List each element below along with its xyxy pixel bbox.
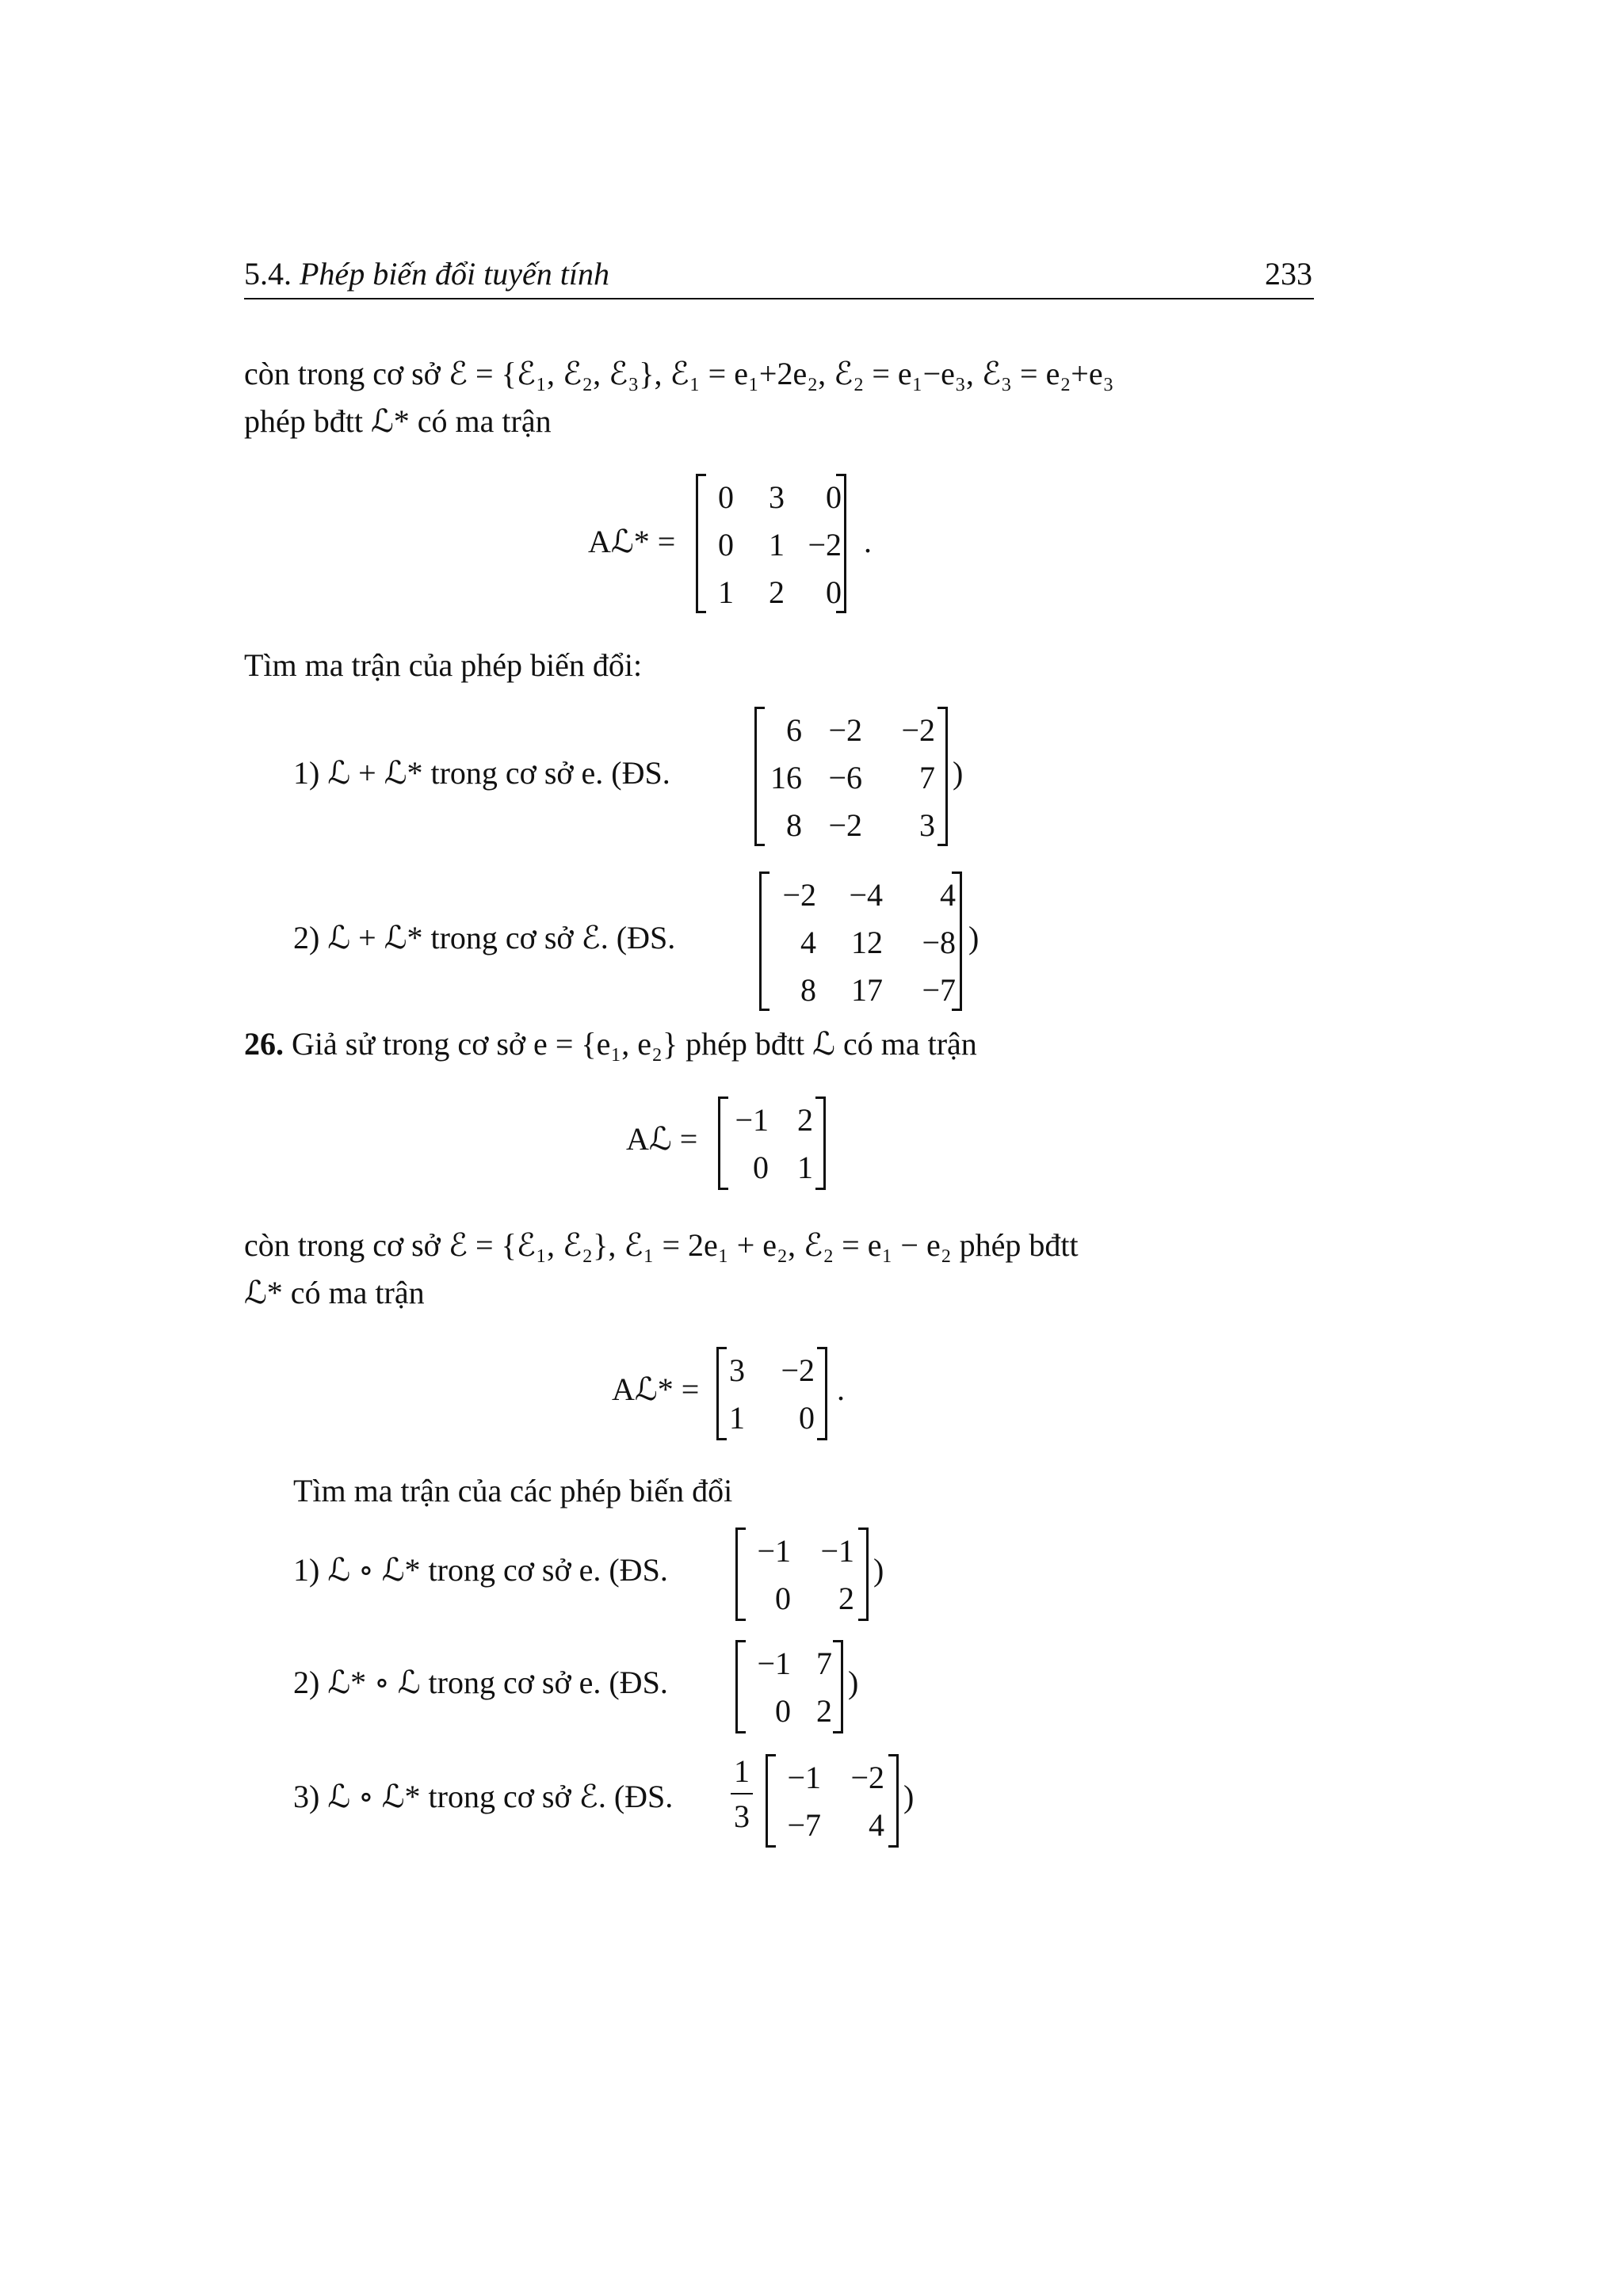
- problem-number: 26.: [244, 1026, 284, 1062]
- matrix-cell: −1: [757, 1533, 791, 1569]
- matrix-cell: 3: [919, 807, 935, 843]
- answer-matrix-26-1: [735, 1527, 869, 1621]
- answer-close-2: ): [968, 920, 980, 955]
- answer-close: ): [873, 1552, 884, 1588]
- page-number: 233: [1265, 256, 1312, 292]
- answer-close: ): [848, 1665, 859, 1700]
- matrix-cell: −7: [787, 1807, 821, 1843]
- matrix-cell: −1: [735, 1102, 769, 1138]
- matrix-A-L: [718, 1097, 826, 1190]
- answer-matrix-26-2: [735, 1640, 843, 1733]
- matrix-cell: −2: [850, 1760, 884, 1795]
- matrix-cell: −2: [808, 527, 842, 563]
- matrix-cell: 1: [769, 527, 785, 563]
- matrix-cell: 0: [799, 1400, 815, 1436]
- matrix-label: Aℒ* =: [588, 524, 676, 559]
- answer-item-2: 2) ℒ + ℒ* trong cơ sở ℰ. (ĐS.: [293, 920, 676, 955]
- matrix-cell: −2: [828, 807, 862, 843]
- matrix-cell: −1: [820, 1533, 854, 1569]
- matrix-cell: 0: [826, 574, 842, 610]
- fraction-numerator: 1: [734, 1753, 750, 1789]
- answer-matrix-1: [754, 707, 948, 846]
- task-prompt: Tìm ma trận của phép biến đổi:: [244, 647, 643, 683]
- matrix-A-Lstar-2x2: [716, 1347, 827, 1440]
- answer-matrix-26-3: [766, 1754, 899, 1848]
- matrix-cell: 1: [797, 1150, 813, 1185]
- problem-text: Giả sử trong cơ sở e = {e₁, e₂} phép bđtt ℒ có ma trận: [292, 1026, 977, 1062]
- matrix-label: Aℒ* =: [612, 1371, 700, 1407]
- matrix-cell: 4: [940, 877, 956, 913]
- matrix-cell: 6: [786, 712, 802, 748]
- matrix-cell: −2: [901, 712, 935, 748]
- matrix-cell: −8: [922, 925, 956, 960]
- matrix-cell: −2: [828, 712, 862, 748]
- matrix-cell: 0: [826, 479, 842, 515]
- matrix-cell: 7: [816, 1646, 832, 1681]
- matrix-cell: 4: [800, 925, 816, 960]
- matrix-cell: 2: [838, 1581, 854, 1616]
- section-number: 5.4.: [244, 256, 292, 292]
- problem-26-prompt: Tìm ma trận của các phép biến đổi: [293, 1473, 733, 1508]
- problem-26-line-2: còn trong cơ sở ℰ = {ℰ₁, ℰ₂}, ℰ₁ = 2e₁ + e₂, ℰ₂ = e₁ − e₂ phép bđtt: [244, 1227, 1079, 1263]
- matrix-suffix: .: [864, 524, 872, 559]
- matrix-cell: 8: [800, 972, 816, 1008]
- problem-26-line-3: ℒ* có ma trận: [244, 1275, 425, 1310]
- matrix-cell: 7: [919, 760, 935, 795]
- fraction-denominator: 3: [734, 1798, 750, 1834]
- answer-item-26-2: 2) ℒ* ∘ ℒ trong cơ sở e. (ĐS.: [293, 1665, 668, 1700]
- matrix-cell: 3: [769, 479, 785, 515]
- matrix-cell: −6: [828, 760, 862, 795]
- fraction-coefficient: [731, 1753, 753, 1835]
- answer-item-26-1: 1) ℒ ∘ ℒ* trong cơ sở e. (ĐS.: [293, 1552, 668, 1588]
- header-rule: [244, 298, 1314, 299]
- matrix-cell: 0: [753, 1150, 769, 1185]
- matrix-cell: −2: [782, 877, 816, 913]
- matrix-cell: 16: [770, 760, 802, 795]
- answer-item-26-3: 3) ℒ ∘ ℒ* trong cơ sở ℰ. (ĐS.: [293, 1779, 674, 1814]
- matrix-cell: −7: [922, 972, 956, 1008]
- problem-26-line: [244, 1025, 977, 1062]
- matrix-cell: 17: [851, 972, 883, 1008]
- answer-close-1: ): [953, 755, 964, 791]
- matrix-cell: 4: [869, 1807, 884, 1843]
- matrix-cell: −2: [781, 1352, 815, 1388]
- matrix-A-Lstar-3x3: [696, 474, 846, 613]
- matrix-cell: 2: [816, 1693, 832, 1729]
- answer-matrix-2: [759, 871, 962, 1011]
- matrix-cell: 12: [851, 925, 883, 960]
- matrix-cell: 2: [769, 574, 785, 610]
- matrix-cell: 1: [729, 1400, 745, 1436]
- fraction-bar: [731, 1793, 753, 1794]
- matrix-cell: 0: [718, 527, 734, 563]
- matrix-cell: −1: [757, 1646, 791, 1681]
- matrix-cell: 2: [797, 1102, 813, 1138]
- section-title: Phép biến đổi tuyến tính: [300, 256, 610, 292]
- matrix-cell: 8: [786, 807, 802, 843]
- answer-item-1: 1) ℒ + ℒ* trong cơ sở e. (ĐS.: [293, 755, 670, 791]
- matrix-cell: 0: [718, 479, 734, 515]
- matrix-cell: −1: [787, 1760, 821, 1795]
- answer-close: ): [903, 1779, 915, 1814]
- matrix-label: Aℒ =: [626, 1121, 698, 1157]
- matrix-cell: 3: [729, 1352, 745, 1388]
- matrix-suffix: .: [837, 1371, 845, 1407]
- matrix-cell: 0: [775, 1581, 791, 1616]
- matrix-cell: 1: [718, 574, 734, 610]
- running-header-title: [244, 255, 609, 292]
- intro-line-1: còn trong cơ sở ℰ = {ℰ₁, ℰ₂, ℰ₃}, ℰ₁ = e₁+2e₂, ℰ₂ = e₁−e₃, ℰ₃ = e₂+e₃: [244, 356, 1114, 391]
- matrix-cell: 0: [775, 1693, 791, 1729]
- matrix-cell: −4: [849, 877, 883, 913]
- intro-line-2: phép bđtt ℒ* có ma trận: [244, 403, 552, 439]
